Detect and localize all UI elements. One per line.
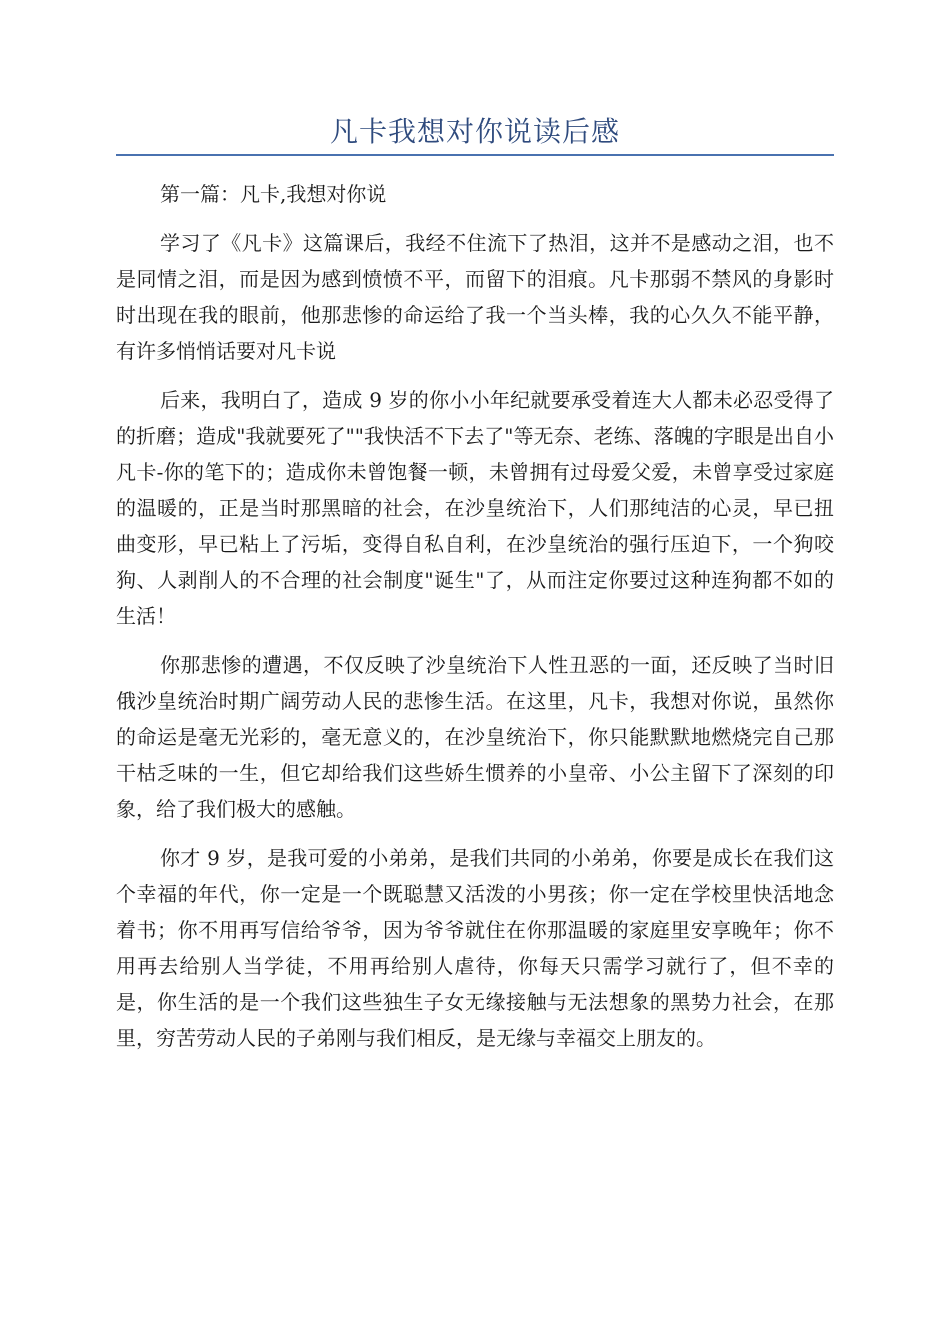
title-underline: [116, 154, 834, 156]
document-body: [116, 176, 834, 1069]
section-heading: 第一篇：凡卡,我想对你说: [160, 182, 387, 206]
paragraph: 后来，我明白了，造成 9 岁的你小小年纪就要承受着连大人都未必忍受得了的折磨；造成"我就要死了""我快活不下去了"等无奈、老练、落魄的字眼是出自小凡卡-你的笔下的；造成你未曾饱餐一顿，未曾拥有过母爱父爱，未曾享受过家庭的温暖的，正是当时那黑暗的社会，在沙皇统治下，人们那纯洁的心灵，早已扭曲变形，早已粘上了污垢，变得自私自利，在沙皇统治的强行压迫下，一个狗咬狗、人剥削人的不合理的社会制度"诞生"了，从而注定你要过这种连狗都不如的生活！: [116, 388, 834, 628]
document-title: 凡卡我想对你说读后感: [329, 115, 620, 148]
paragraph: 你那悲惨的遭遇，不仅反映了沙皇统治下人性丑恶的一面，还反映了当时旧俄沙皇统治时期广阔劳动人民的悲惨生活。在这里，凡卡，我想对你说，虽然你的命运是毫无光彩的，毫无意义的，在沙皇统治下，你只能默默地燃烧完自己那干枯乏味的一生，但它却给我们这些娇生惯养的小皇帝、小公主留下了深刻的印象，给了我们极大的感触。: [116, 653, 834, 821]
paragraph: 你才 9 岁，是我可爱的小弟弟，是我们共同的小弟弟，你要是成长在我们这个幸福的年代，你一定是一个既聪慧又活泼的小男孩；你一定在学校里快活地念着书；你不用再写信给爷爷，因为爷爷就住在你那温暖的家庭里安享晚年；你不用再去给别人当学徒，不用再给别人虐待，你每天只需学习就行了，但不幸的是，你生活的是一个我们这些独生子女无缘接触与无法想象的黑势力社会，在那里，穷苦劳动人民的子弟刚与我们相反，是无缘与幸福交上朋友的。: [116, 846, 834, 1050]
paragraph: 学习了《凡卡》这篇课后，我经不住流下了热泪，这并不是感动之泪，也不是同情之泪，而是因为感到愤愤不平，而留下的泪痕。凡卡那弱不禁风的身影时时出现在我的眼前，他那悲惨的命运给了我一个当头棒，我的心久久不能平静，有许多悄悄话要对凡卡说: [116, 231, 834, 363]
